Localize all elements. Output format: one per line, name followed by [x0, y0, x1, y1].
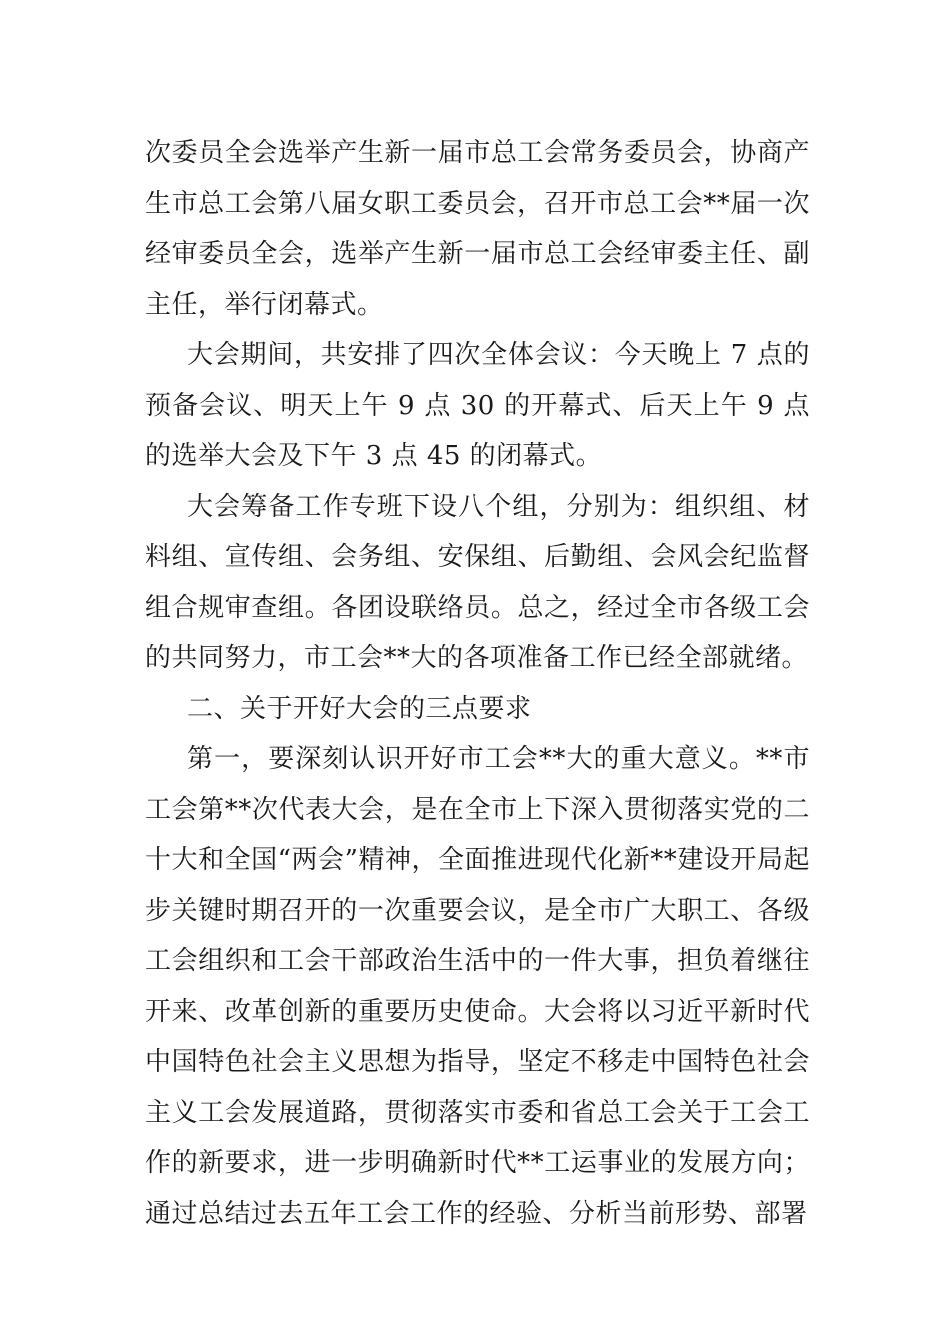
paragraph-continuation: 次委员全会选举产生新一届市总工会常务委员会，协商产生市总工会第八届女职工委员会，召开市总工会**届一次经审委员全会，选举产生新一届市总工会经审委主任、副主任，举行闭幕式。	[145, 138, 810, 320]
paragraph-preparation-groups: 大会筹备工作专班下设八个组，分别为：组织组、材料组、宣传组、会务组、安保组、后勤组、会风会纪监督组合规审查组。各团设联络员。总之，经过全市各级工会的共同努力，市工会**大的各项准备工作已经全部就绪。	[145, 491, 810, 673]
paragraph-first-requirement: 第一，要深刻认识开好市工会**大的重大意义。**市工会第**次代表大会，是在全市上下深入贯彻落实党的二十大和全国“两会”精神，全面推进现代化新**建设开局起步关键时期召开的一次重要会议，是全市广大职工、各级工会组织和工会干部政治生活中的一件大事，担负着继往开来、改革创新的重要历史使命。大会将以习近平新时代中国特色社会主义思想为指导，坚定不移走中国特色社会主义工会发展道路，贯彻落实市委和省总工会关于工会工作的新要求，进一步明确新时代**工运事业的发展方向；通过总结过去五年工会工作的经验、分析当前形势、部署	[145, 744, 810, 1229]
section-heading: 二、关于开好大会的三点要求	[187, 693, 532, 724]
paragraph-meeting-schedule: 大会期间，共安排了四次全体会议：今天晚上 7 点的预备会议、明天上午 9 点 30 的开幕式、后天上午 9 点的选举大会及下午 3 点 45 的闭幕式。	[145, 340, 810, 471]
document-body	[145, 128, 810, 1239]
